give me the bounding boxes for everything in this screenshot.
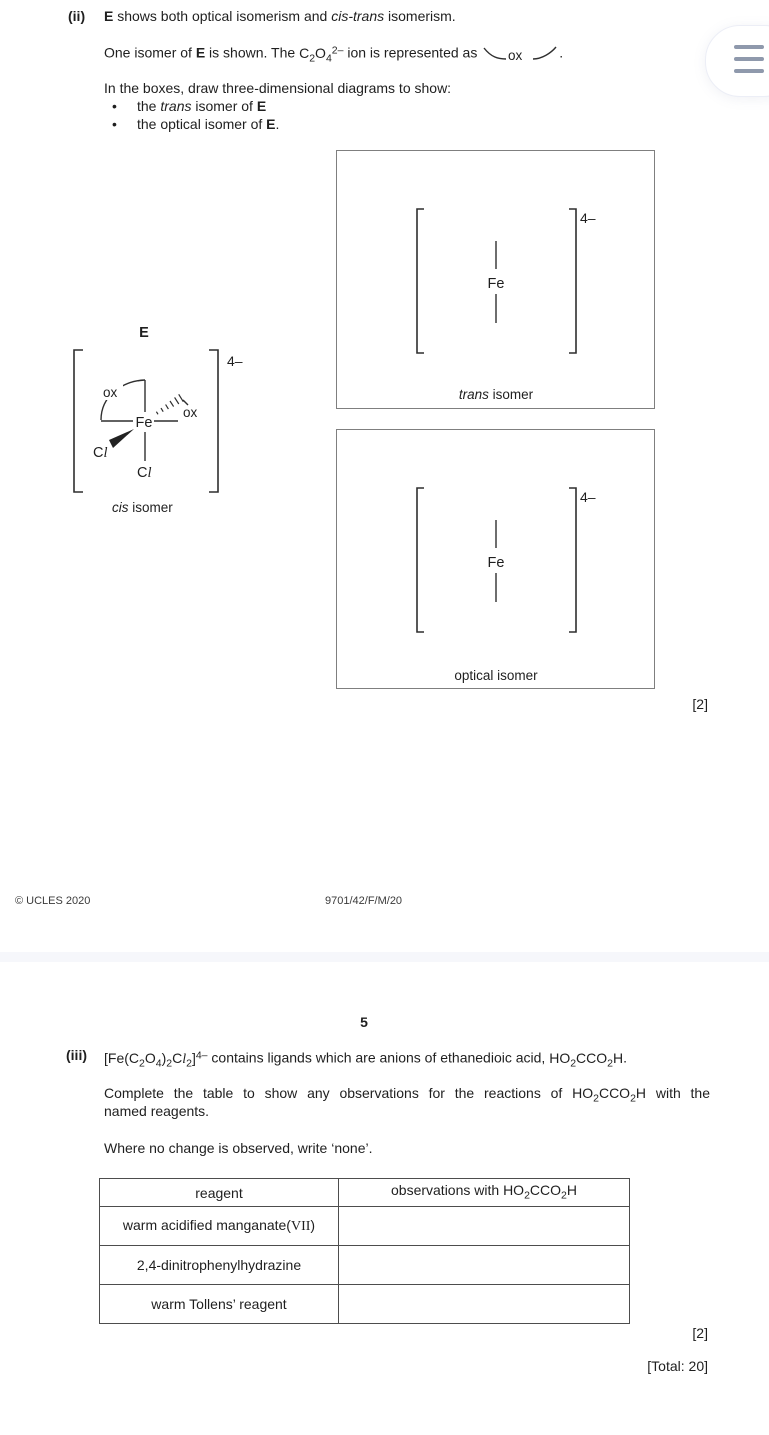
right-bracket (569, 209, 576, 353)
question-ii-line1 (68, 8, 85, 24)
observation-cell (339, 1285, 630, 1324)
acid-formula: $HO_2CCO_2H$ (572, 1085, 647, 1105)
observation-cell (339, 1207, 630, 1246)
table-header-row (100, 1179, 630, 1207)
ox-ligand-symbol (481, 44, 559, 62)
marks-badge: [2] (692, 696, 708, 712)
left-bracket (417, 488, 424, 632)
complex-formula: $[Fe(C_2O_4)_2Cl_2]^{4-}$ (104, 1049, 208, 1069)
table-row (100, 1246, 630, 1285)
fe-label: Fe (487, 555, 505, 571)
observations-table-wrap (99, 1178, 630, 1324)
page-separator (0, 952, 769, 962)
fe-label: Fe (487, 276, 505, 292)
ox-left-label: ox (103, 385, 118, 400)
right-bracket (209, 350, 218, 492)
optical-isomer-answer-box (336, 429, 655, 689)
left-bracket (74, 350, 83, 492)
bullet-icon: • (112, 98, 117, 114)
acid-formula: $HO_2CCO_2H$ (503, 1181, 577, 1202)
charge-label: 4– (580, 489, 596, 505)
copyright-notice: © UCLES 2020 (15, 895, 91, 907)
question-label: (iii) (66, 1047, 87, 1063)
fe-label: Fe (135, 415, 153, 431)
trans-isomer-answer-box (336, 150, 655, 409)
none-instruction: Where no change is observed, write ‘none’. (104, 1140, 373, 1156)
right-bracket (569, 488, 576, 632)
table-header-reagent: reagent (100, 1179, 339, 1207)
question-label: (ii) (68, 8, 86, 24)
total-marks: [Total: 20] (647, 1358, 708, 1374)
table-header-observations: observations with $HO_2CCO_2H$ (339, 1179, 630, 1207)
cis-isomer-caption: cis isomer (112, 500, 173, 515)
optical-isomer-skeleton (337, 430, 654, 688)
cl-bottom-label: Cl (137, 465, 152, 481)
complex-e-cis-structure (60, 320, 255, 520)
menu-button[interactable] (705, 25, 769, 97)
observation-cell (339, 1246, 630, 1285)
table-row (100, 1207, 630, 1246)
marks-badge: [2] (692, 1325, 708, 1341)
wedge-bond (109, 429, 134, 448)
table-row (100, 1285, 630, 1324)
charge-label: 4– (227, 353, 243, 369)
instruction-paragraph-line1: Complete the table to show any observations for the reactions of $HO_2CCO_2H$ with the (104, 1085, 710, 1105)
question-ii-line2: One isomer of E is shown. The $C_2O_4^{2-}$ ion is represented as ox . (104, 44, 564, 64)
hashed-bond (156, 394, 183, 414)
bullet-icon: • (112, 116, 117, 132)
document-viewer: (ii) E shows both optical isomerism and cis-trans isomerism. One isomer of E is shown. The $C_2O_4^{2-}$ ion is represented as ox . In the boxes, draw three-dimensional diagrams to show: • the trans isomer of E • the optical isomer of E. E 4– ox Fe ox Cl Cl cis isomer 4– Fe trans isomer 4– Fe optical isomer [2] © UCLES 2020 9701/42/F/M/20 5 (iii) $[Fe(C_2O_4)_2Cl_2]^{4-}$ contains ligands which are anions of ethanedioic acid, $HO_2CCO_2H$. Complete the table to show any observations for the reactions of $HO_2CCO_2H$ with the named reagents. Where no change is observed, write ‘none’. reagent observations with $HO_2CCO_2H$ warm acidified manganate(VII) 2,4-dinitrophenylhydrazine warm Tollens’ reagent [2] [Total: 20] (0, 0, 769, 1435)
complex-e-title: E (139, 325, 149, 341)
reagent-cell-tollens: warm Tollens’ reagent (100, 1285, 339, 1324)
question-ii-statement: E shows both optical isomerism and cis-trans isomerism. (104, 8, 456, 24)
trans-isomer-skeleton (337, 151, 654, 408)
cl-left-label: Cl (93, 445, 108, 461)
svg-text:ox: ox (508, 47, 523, 62)
trans-isomer-caption: trans isomer (458, 387, 534, 402)
page-number: 5 (360, 1014, 368, 1030)
reagent-cell-manganate: warm acidified manganate(VII) (100, 1207, 339, 1246)
paper-code: 9701/42/F/M/20 (325, 895, 403, 907)
instruction-paragraph-line2: named reagents. (104, 1103, 210, 1119)
question-ii-line3: In the boxes, draw three-dimensional diagrams to show: (104, 80, 452, 96)
optical-isomer-caption: optical isomer (454, 668, 538, 683)
left-bracket (417, 209, 424, 353)
charge-label: 4– (580, 210, 596, 226)
ox-right-label: ox (183, 405, 198, 420)
observations-table (99, 1178, 630, 1324)
reagent-cell-dnph: 2,4-dinitrophenylhydrazine (100, 1246, 339, 1285)
question-iii-statement: $[Fe(C_2O_4)_2Cl_2]^{4-}$ contains ligands which are anions of ethanedioic acid, $HO_2CCO_2H$. (104, 1049, 628, 1069)
oxalate-formula: $C_2O_4^{2-}$ (299, 44, 344, 64)
acid-formula: $HO_2CCO_2H$ (549, 1049, 624, 1069)
